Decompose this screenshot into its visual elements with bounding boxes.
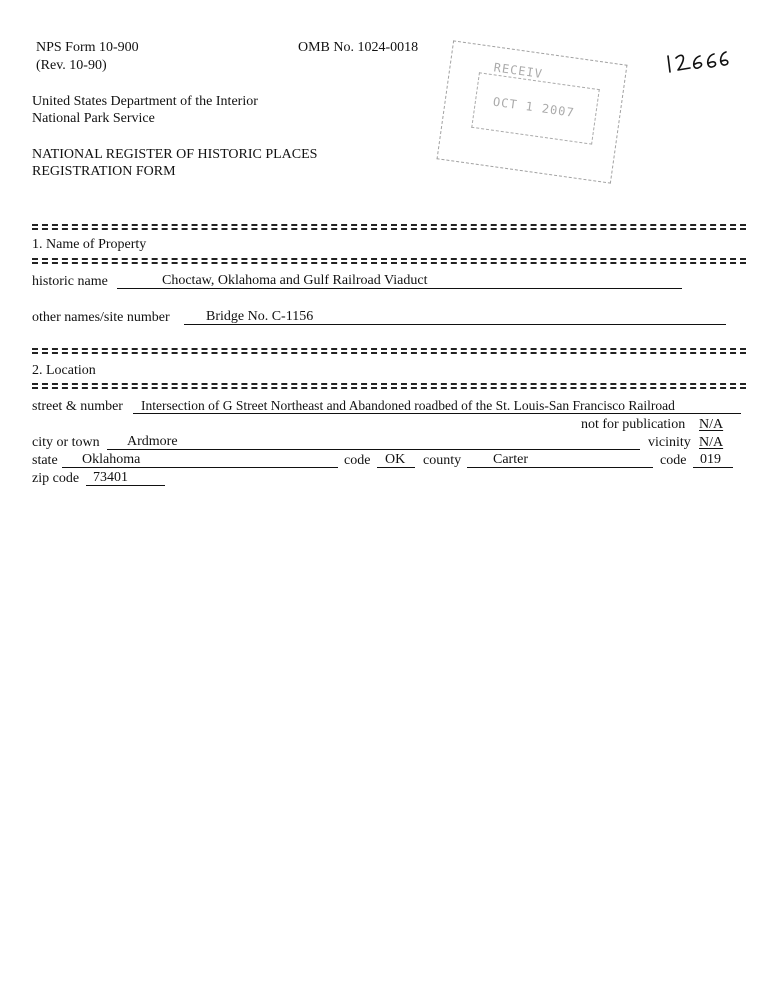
not-for-publication-label: not for publication [581,417,686,432]
form-subtitle: REGISTRATION FORM [32,164,176,179]
received-stamp [437,40,628,183]
section-heading-name-of-property: 1. Name of Property [32,237,147,252]
stamp-date-text: OCT 1 2007 [492,94,576,120]
zip-label: zip code [32,471,80,486]
other-names-label: other names/site number [32,310,170,325]
street-label: street & number [32,399,123,414]
department-name: United States Department of the Interior [32,94,258,109]
omb-number: OMB No. 1024-0018 [298,40,419,55]
section-divider [32,348,746,354]
street-value: Intersection of G Street Northeast and Abandoned roadbed of the St. Louis-San Francisco Railroad [141,398,675,413]
handwritten-reference-number [664,48,730,76]
county-code-value: 019 [700,452,721,467]
historic-name-value: Choctaw, Oklahoma and Gulf Railroad Viaduct [162,273,428,288]
zip-value: 73401 [93,470,128,485]
section-divider [32,383,746,389]
state-code-label: code [344,453,371,468]
state-code-value: OK [385,452,406,467]
state-value: Oklahoma [82,452,141,467]
city-label: city or town [32,435,100,450]
city-underline [107,449,640,450]
vicinity-label: vicinity [648,435,691,450]
county-value: Carter [493,452,528,467]
county-code-label: code [660,453,687,468]
historic-name-label: historic name [32,274,108,289]
form-title: NATIONAL REGISTER OF HISTORIC PLACES [32,147,318,162]
vicinity-value: N/A [699,435,724,450]
section-divider [32,224,746,230]
form-number: NPS Form 10-900 [36,40,139,55]
other-names-value: Bridge No. C-1156 [206,309,314,324]
service-name: National Park Service [32,111,155,126]
city-value: Ardmore [127,434,178,449]
state-label: state [32,453,58,468]
form-revision: (Rev. 10-90) [36,58,107,73]
not-for-publication-value: N/A [699,417,724,432]
section-heading-location: 2. Location [32,363,96,378]
section-divider [32,258,746,264]
county-label: county [423,453,462,468]
stamp-received-text: RECEIV [492,60,544,82]
